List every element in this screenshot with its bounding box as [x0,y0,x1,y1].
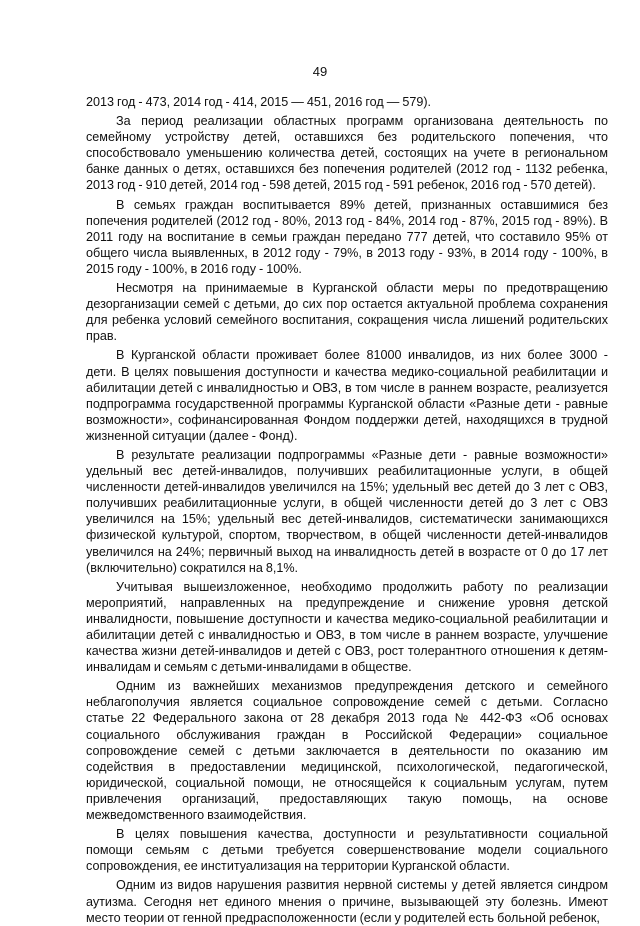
text-line: способствовало уменьшению количества детей, состоящих на учете в региональном [86,146,608,161]
text-line: 2013 год - 910 детей, 2014 год - 598 детей, 2015 год - 591 ребенок, 2016 год - 570 детей). [86,178,596,193]
text-line: абилитации детей с инвалидностью и ОВЗ, в том числе в раннем возрасте, реализуется [86,380,608,395]
text-line: 2015 году - 100%, в 2016 году - 100%. [86,261,302,276]
text-line: семейному устройству детей, оставшихся без родительского попечения, что [86,130,608,145]
text-line: общего числа выявленных, в 2012 году - 79%, в 2013 году - 93%, в 2014 году - 100%, в [86,245,608,260]
text-line: привлечения организаций, предоставляющих такую помощь, на основе [86,791,608,806]
text-line: В целях повышения качества, доступности и результативности социальной [116,827,608,842]
text-line: инвалидам и семьям с детьми-инвалидами в обществе. [86,660,412,675]
text-line: дети. В целях повышения доступности и качества медико-социальной реабилитации и [86,364,608,379]
text-line: удельный вес детей-инвалидов, получивших реабилитационные услуги, в общей [86,464,608,479]
text-line: содействия в предоставлении медицинской, психологической, педагогической, [86,759,608,774]
text-line: За период реализации областных программ организована деятельность по [116,114,608,129]
text-line: абилитации детей с инвалидностью и ОВЗ, в том числе в раннем возрасте, улучшение [86,628,608,642]
text-line: место теории от генной предрасположенности (если у родителей есть больной ребенок, [86,910,600,925]
text-line: аутизма. Сегодня нет единого мнения о причине, вызывающей эту болезнь. Имеют [86,894,608,909]
text-line: юридической, социальной помощи, не относящейся к социальным услугам, путем [86,775,608,790]
text-line: банке данных о детях, оставшихся без попечения родителей (2012 год - 1132 ребенка, [86,162,608,177]
text-line: качества жизни детей-инвалидов и детей с ОВЗ, рост толерантного отношения к детям- [86,644,608,659]
document-body [86,94,608,926]
text-line: В семьях граждан воспитывается 89% детей, признанных оставшимися без [116,197,608,212]
text-line: Несмотря на принимаемые в Курганской области меры по предотвращению [116,281,608,296]
text-line: Учитывая вышеизложенное, необходимо продолжить работу по реализации [116,579,608,594]
text-line: 2013 год - 473, 2014 год - 414, 2015 — 451, 2016 год — 579). [86,95,432,109]
text-line: увеличился на 15%; удельный вес детей-инвалидов, систематически занимающихся [86,512,608,527]
text-line: жизненной ситуации (далее - Фонд). [86,428,298,443]
text-line: статье 22 Федерального закона от 28 декабря 2013 года № 442-ФЗ «Об основах [86,711,608,726]
text-line: В результате реализации подпрограммы «Разные дети - равные возможности» [116,447,608,462]
text-line: сопровождения, ее институализация на территории Курганской области. [86,859,510,874]
text-line: получивших реабилитационные услуги, в общей численности детей до 3 лет с ОВЗ [86,496,608,511]
text-line: подпрограмма государственной программы Курганской области «Разные дети - равные [86,396,608,411]
text-line: возможности», софинансированная Фондом поддержки детей, находящихся в трудной [86,412,608,427]
text-line: неблагополучия является социальное сопровождение семей с детьми. Согласно [86,695,608,710]
text-line: помощи семьям с детьми требуется совершенствование модели социального [86,843,608,858]
text-line: прав. [86,329,118,344]
text-line: мероприятий, направленных на предупреждение и снижение уровня детской [86,595,608,610]
text-line: инвалидности, повышение доступности и качества медико-социальной реабилитации и [86,611,608,626]
text-line: физической культурой, спортом, творчеством, в общей численности детей-инвалидов [86,528,608,543]
text-line: Одним из видов нарушения развития нервной системы у детей является синдром [116,878,608,893]
text-line: 2011 году на воспитание в семьи граждан передано 777 детей, что составило 95% от [86,229,608,244]
text-line: Одним из важнейших механизмов предупреждения детского и семейного [116,679,608,694]
text-line: социального обслуживания граждан в Российской Федерации» социальное [86,727,608,742]
text-line: межведомственного взаимодействия. [86,808,307,823]
text-line: дезорганизации семей с детьми, до сих пор остается актуальной проблема сохранения [86,297,608,312]
text-line: увеличился на 24%; первичный выход на инвалидность детей в возрасте от 0 до 17 лет [86,544,608,559]
text-line: сопровождение семей с детьми заключается в деятельности по оказанию им [86,743,608,758]
page-number: 49 [312,64,328,79]
text-line: попечения родителей (2012 год - 80%, 2013 год - 84%, 2014 год - 87%, 2015 год - 89%). В [86,213,608,228]
text-line: численности детей-инвалидов увеличился на 15%; удельный вес детей до 3 лет с ОВЗ, [86,480,608,495]
text-line: В Курганской области проживает более 81000 инвалидов, из них более 3000 - [116,348,608,363]
text-line: для ребенка условий семейного воспитания, сокращения числа лишений родительских [86,313,608,328]
text-line: (включительно) сократился на 8,1%. [86,560,299,575]
